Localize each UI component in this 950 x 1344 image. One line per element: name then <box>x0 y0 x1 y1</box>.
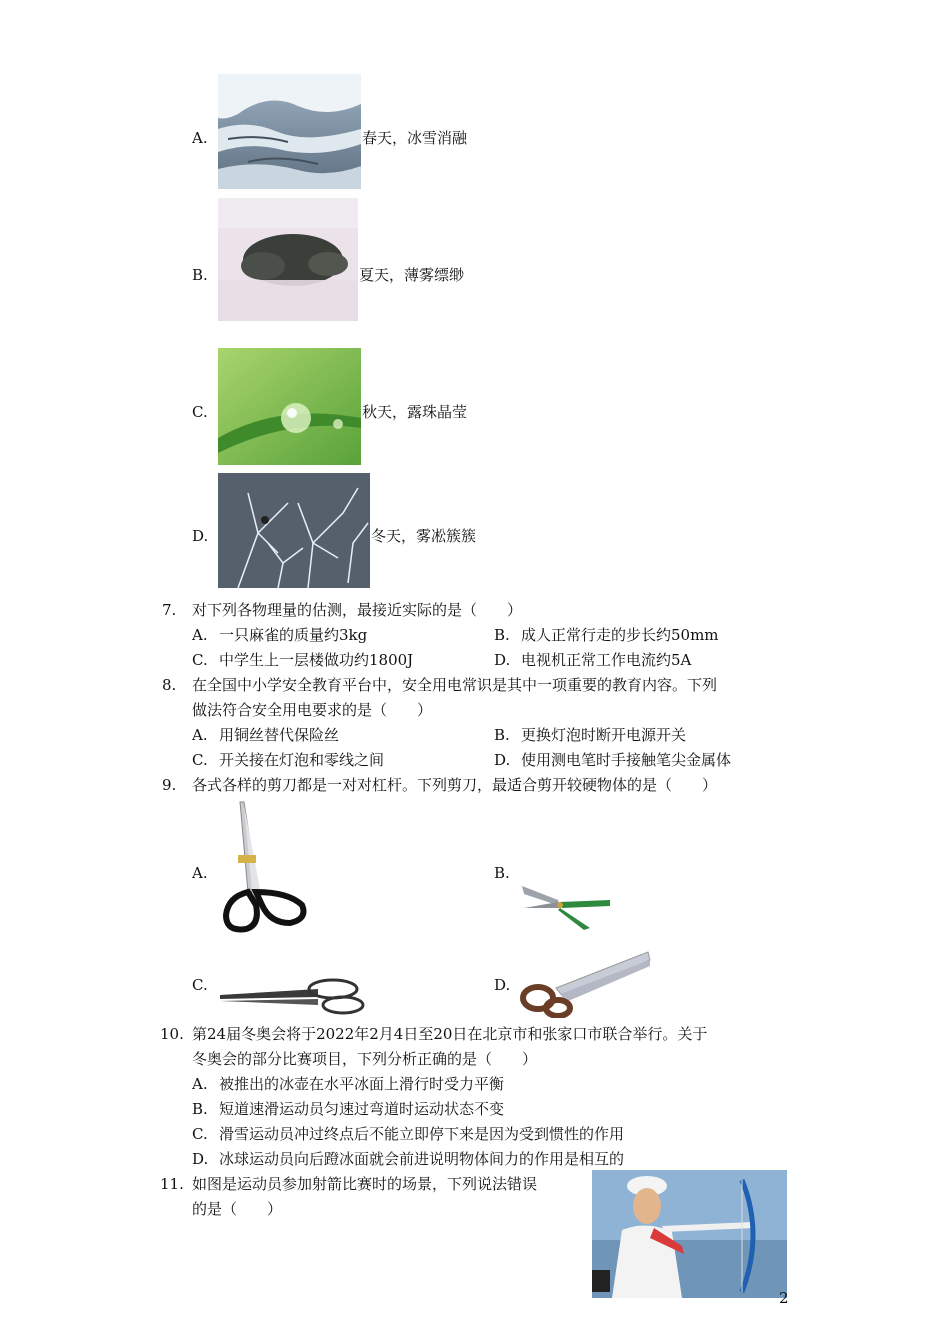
q7-option-a-text: 一只麻雀的质量约3kg <box>219 626 368 644</box>
q10-option-b-text: 短道速滑运动员匀速过弯道时运动状态不变 <box>219 1100 505 1118</box>
q8-stem-line1: 在全国中小学安全教育平台中，安全用电常识是其中一项重要的教育内容。下列 <box>192 676 718 694</box>
q8-option-c-text: 开关接在灯泡和零线之间 <box>219 751 385 769</box>
q9-number: 9. <box>162 776 177 794</box>
q11-stem-line2: 的是（ ） <box>192 1200 283 1218</box>
q8-number: 8. <box>162 676 177 694</box>
q8-option-c-letter: C. <box>192 751 208 769</box>
q7-stem: 对下列各物理量的估测，最接近实际的是（ ） <box>192 601 523 619</box>
q10-option-d-text: 冰球运动员向后蹬冰面就会前进说明物体间力的作用是相互的 <box>219 1150 625 1168</box>
q8-stem-line2: 做法符合安全用电要求的是（ ） <box>192 701 433 719</box>
q10-number: 10. <box>160 1025 184 1043</box>
q6-option-a-text: 春天，冰雪消融 <box>362 129 468 147</box>
q10-stem-line1: 第24届冬奥会将于2022年2月4日至20日在北京市和张家口市联合举行。关于 <box>192 1025 708 1043</box>
q10-option-b-letter: B. <box>192 1100 208 1118</box>
q8-option-a-text: 用铜丝替代保险丝 <box>219 726 340 744</box>
q10-option-c-text: 滑雪运动员冲过终点后不能立即停下来是因为受到惯性的作用 <box>219 1125 625 1143</box>
q7-number: 7. <box>162 601 177 619</box>
q6-option-b-text: 夏天，薄雾缥缈 <box>359 266 465 284</box>
dewdrop-leaf-image <box>218 348 361 465</box>
q6-option-c-letter: C. <box>192 403 208 421</box>
q8-option-a-letter: A. <box>192 726 208 744</box>
q9-option-b-letter: B. <box>494 864 510 882</box>
q8-option-d-text: 使用测电笔时手接触笔尖金属体 <box>521 751 732 769</box>
q9-option-a-letter: A. <box>192 864 208 882</box>
q6-option-d-letter: D. <box>192 527 209 545</box>
q10-option-d-letter: D. <box>192 1150 209 1168</box>
q6-option-d-text: 冬天，雾凇簇簇 <box>371 527 477 545</box>
ice-melting-image <box>218 74 361 189</box>
q10-stem-line2: 冬奥会的部分比赛项目，下列分析正确的是（ ） <box>192 1050 538 1068</box>
q11-number: 11. <box>160 1175 184 1193</box>
q8-option-d-letter: D. <box>494 751 511 769</box>
q8-option-b-text: 更换灯泡时断开电源开关 <box>521 726 687 744</box>
pruning-shears-image <box>518 878 613 930</box>
q7-option-c-text: 中学生上一层楼做功约1800J <box>219 651 414 669</box>
rime-branches-image <box>218 473 370 588</box>
household-scissors-image <box>516 950 652 1018</box>
q7-option-b-text: 成人正常行走的步长约50mm <box>521 626 719 644</box>
q10-option-c-letter: C. <box>192 1125 208 1143</box>
misty-tree-image <box>218 198 358 321</box>
q7-option-a-letter: A. <box>192 626 208 644</box>
archer-image <box>592 1170 787 1298</box>
long-scissors-image <box>218 975 366 1017</box>
q9-option-c-letter: C. <box>192 976 208 994</box>
q9-option-d-letter: D. <box>494 976 511 994</box>
q7-option-d-text: 电视机正常工作电流约5A <box>521 651 692 669</box>
q6-option-c-text: 秋天，露珠晶莹 <box>362 403 468 421</box>
q9-stem: 各式各样的剪刀都是一对对杠杆。下列剪刀，最适合剪开较硬物体的是（ ） <box>192 776 718 794</box>
q6-option-b-letter: B. <box>192 266 208 284</box>
q7-option-b-letter: B. <box>494 626 510 644</box>
q11-stem-line1: 如图是运动员参加射箭比赛时的场景，下列说法错误 <box>192 1175 538 1193</box>
q10-option-a-letter: A. <box>192 1075 208 1093</box>
q10-option-a-text: 被推出的冰壶在水平冰面上滑行时受力平衡 <box>219 1075 505 1093</box>
q7-option-c-letter: C. <box>192 651 208 669</box>
q8-option-b-letter: B. <box>494 726 510 744</box>
q7-option-d-letter: D. <box>494 651 511 669</box>
q6-option-a-letter: A. <box>192 129 208 147</box>
page-number: 2 <box>779 1289 789 1307</box>
tailor-scissors-image <box>218 797 308 937</box>
